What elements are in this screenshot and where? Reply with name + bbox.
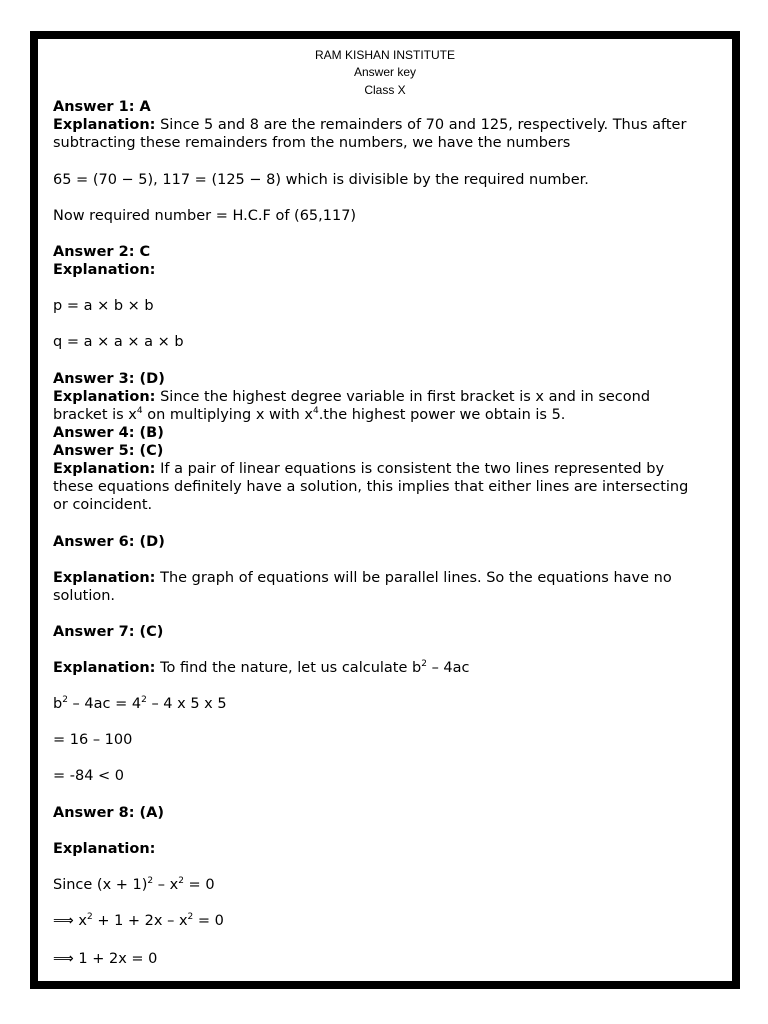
answer-2-line-2: q = a × a × a × b <box>53 334 184 350</box>
answer-7-line-3: = 16 – 100 <box>53 732 133 748</box>
text-fragment: b <box>53 696 63 712</box>
superscript: 2 <box>178 876 184 887</box>
answer-4-title: Answer 4: (B) <box>53 425 164 441</box>
answer-6-explanation-line-1 <box>53 569 672 587</box>
answer-6-explanation-text: The graph of equations will be parallel lines. So the equations have no <box>160 570 672 586</box>
superscript: 2 <box>141 695 147 706</box>
text-fragment: + 1 + 2x – x <box>92 913 188 929</box>
answer-1-explanation-line-2: subtracting these remainders from the numbers, we have the numbers <box>53 135 571 151</box>
superscript: 2 <box>421 659 427 670</box>
answer-8-line-3: ⟹ 1 + 2x = 0 <box>53 951 158 967</box>
answer-8-line-1 <box>53 876 215 894</box>
answer-1-line-4: Now required number = H.C.F of (65,117) <box>53 208 357 224</box>
text-fragment: – 4ac = 4 <box>67 696 142 712</box>
text-fragment: bracket is x <box>53 407 137 423</box>
superscript: 4 <box>136 406 143 417</box>
text-fragment: .the highest power we obtain is 5. <box>318 407 566 423</box>
answer-3-explanation-line-1 <box>53 388 650 406</box>
answer-5-explanation-text: If a pair of linear equations is consistent the two lines represented by <box>160 461 665 477</box>
answer-7-title: Answer 7: (C) <box>53 624 164 640</box>
answer-1-line-3: 65 = (70 − 5), 117 = (125 − 8) which is divisible by the required number. <box>53 172 589 188</box>
text-fragment: ⟹ x <box>53 913 87 929</box>
page <box>30 31 740 989</box>
answer-2-title: Answer 2: C <box>53 244 151 260</box>
answer-8-line-2 <box>53 912 224 930</box>
answer-6-title: Answer 6: (D) <box>53 534 165 550</box>
text-fragment: on multiplying x with x <box>142 407 313 423</box>
text-fragment: – x <box>153 877 179 893</box>
answer-3-explanation-line-2 <box>53 406 565 424</box>
text-fragment: – 4ac <box>426 660 470 676</box>
answer-7-line-4: = -84 < 0 <box>53 768 125 784</box>
answer-2-line-1: p = a × b × b <box>53 298 154 314</box>
superscript: 2 <box>147 876 154 887</box>
explanation-label: Explanation: <box>53 841 156 857</box>
institute-title: RAM KISHAN INSTITUTE <box>314 48 455 62</box>
answer-8-title: Answer 8: (A) <box>53 805 165 821</box>
document-subtitle: Answer key <box>353 65 417 79</box>
superscript: 4 <box>312 406 319 417</box>
text-fragment: – 4 x 5 x 5 <box>146 696 227 712</box>
explanation-label: Explanation: <box>53 262 156 278</box>
explanation-label: Explanation: <box>53 570 156 586</box>
answer-3-explanation-text: Since the highest degree variable in first bracket is x and in second <box>160 389 651 405</box>
text-fragment: To find the nature, let us calculate b <box>160 660 422 676</box>
answer-6-explanation-line-2: solution. <box>53 588 116 604</box>
answer-7-explanation-line-1 <box>53 659 470 677</box>
answer-1-explanation-text: Since 5 and 8 are the remainders of 70 and 125, respectively. Thus after <box>160 117 687 133</box>
superscript: 2 <box>86 912 93 923</box>
explanation-label: Explanation: <box>53 389 156 405</box>
answer-1-explanation-line-1 <box>53 116 686 134</box>
explanation-label: Explanation: <box>53 660 156 676</box>
answer-5-explanation-line-1 <box>53 460 664 478</box>
answer-3-title: Answer 3: (D) <box>53 371 165 387</box>
answer-5-title: Answer 5: (C) <box>53 443 164 459</box>
answer-5-explanation-line-3: or coincident. <box>53 497 153 513</box>
answer-5-explanation-line-2: these equations definitely have a solution, this implies that either lines are intersecting <box>53 479 689 495</box>
explanation-label: Explanation: <box>53 117 156 133</box>
superscript: 2 <box>187 912 194 923</box>
explanation-label: Explanation: <box>53 461 156 477</box>
class-label: Class X <box>364 83 406 97</box>
superscript: 2 <box>62 695 68 706</box>
text-fragment: Since (x + 1) <box>53 877 148 893</box>
answer-7-line-2 <box>53 695 227 713</box>
text-fragment: = 0 <box>193 913 224 929</box>
text-fragment: = 0 <box>183 877 215 893</box>
answer-1-title: Answer 1: A <box>53 99 151 115</box>
